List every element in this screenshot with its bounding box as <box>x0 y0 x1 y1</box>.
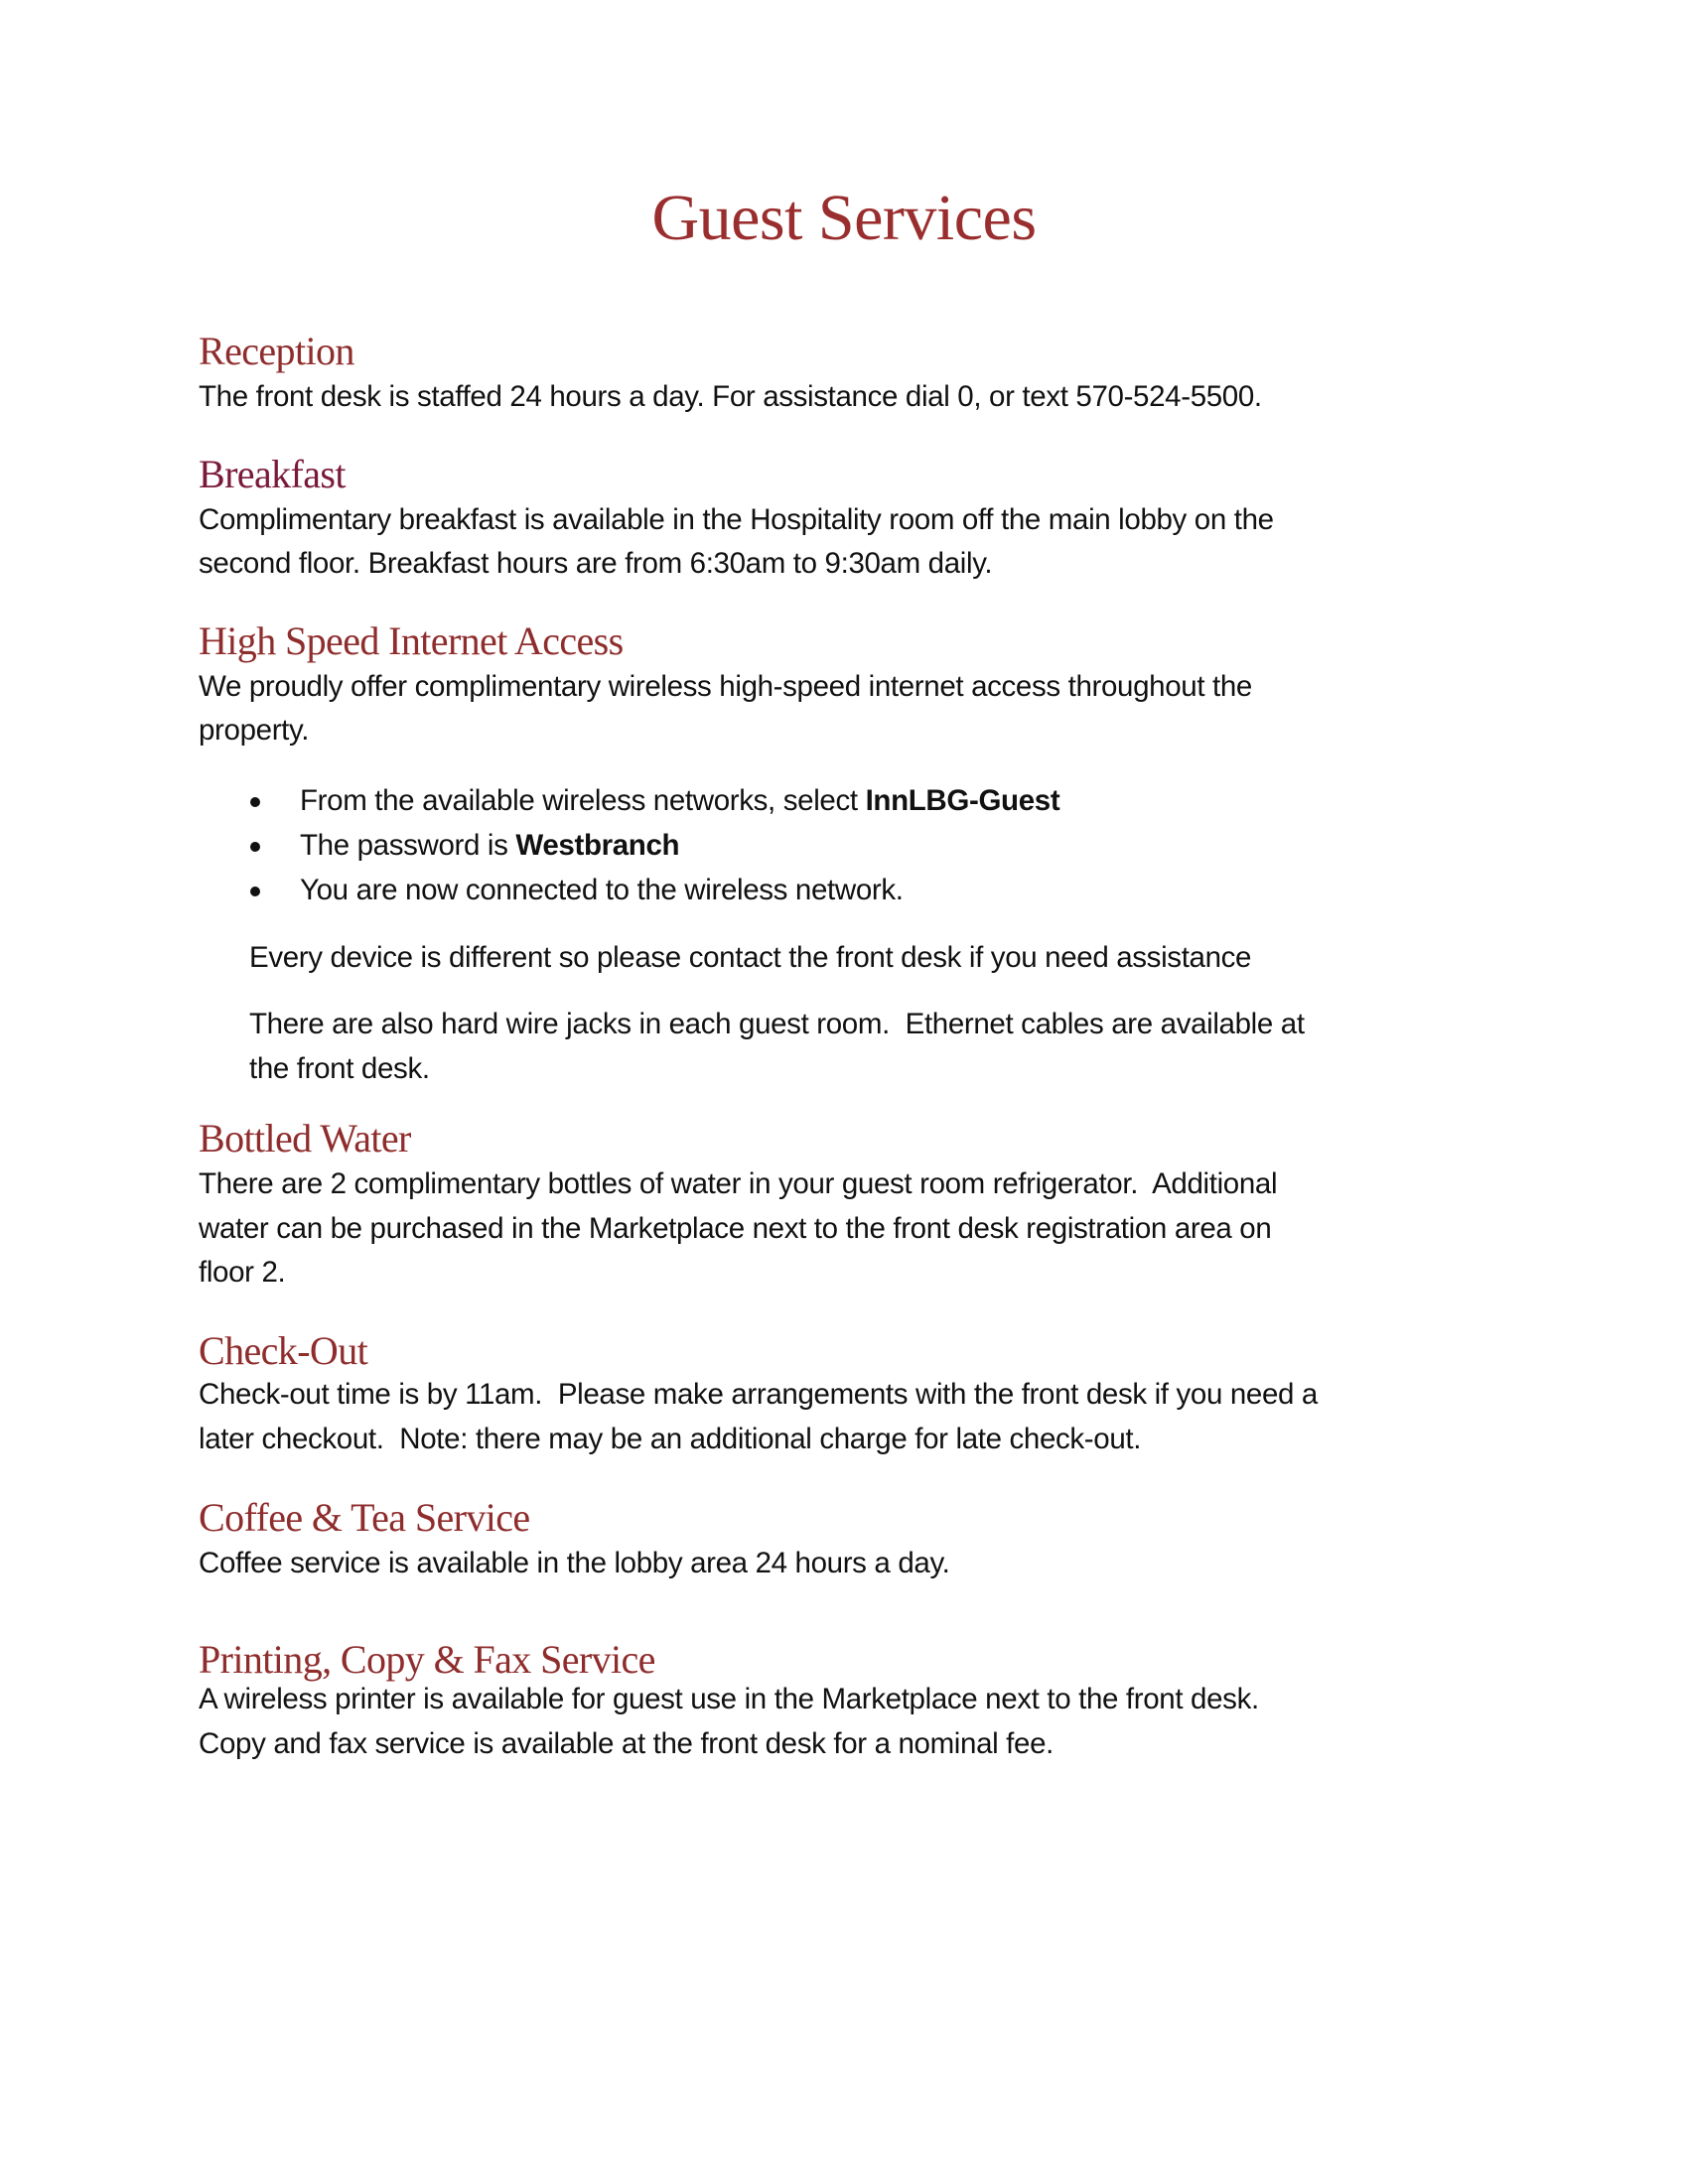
checkout-text-line-1: Check-out time is by 11am. Please make arrangements with the front desk if you need a <box>199 1378 1318 1411</box>
heading-water: Bottled Water <box>199 1116 411 1160</box>
page-title: Guest Services <box>651 182 1037 254</box>
internet-text-line-1: We proudly offer complimentary wireless high-speed internet access throughout the <box>199 670 1252 703</box>
reception-text: The front desk is staffed 24 hours a day. For assistance dial 0, or text 570-524-5500. <box>199 380 1262 413</box>
wifi-step-network <box>300 783 1059 819</box>
internet-note: Every device is different so please contact the front desk if you need assistance <box>249 941 1252 974</box>
heading-printing: Printing, Copy & Fax Service <box>199 1637 655 1682</box>
heading-breakfast: Breakfast <box>199 452 346 496</box>
wired-text-line-1: There are also hard wire jacks in each guest room. Ethernet cables are available at <box>249 1008 1305 1040</box>
heading-coffee: Coffee & Tea Service <box>199 1495 530 1540</box>
water-text-line-1: There are 2 complimentary bottles of water in your guest room refrigerator. Additional <box>199 1167 1278 1200</box>
heading-reception: Reception <box>199 329 354 373</box>
bullet-icon <box>250 842 260 852</box>
water-text-line-2: water can be purchased in the Marketplace next to the front desk registration area on <box>199 1212 1272 1245</box>
heading-internet: High Speed Internet Access <box>199 618 624 663</box>
wifi-step-connected <box>300 873 904 908</box>
coffee-text: Coffee service is available in the lobby area 24 hours a day. <box>199 1547 950 1579</box>
printing-text-line-1: A wireless printer is available for guest use in the Marketplace next to the front desk. <box>199 1683 1259 1715</box>
breakfast-text-line-2: second floor. Breakfast hours are from 6:30am to 9:30am daily. <box>199 547 993 580</box>
internet-text-line-2: property. <box>199 714 310 747</box>
wifi-step-password <box>300 828 679 864</box>
checkout-text-line-2: later checkout. Note: there may be an additional charge for late check-out. <box>199 1423 1142 1455</box>
wifi-password: Westbranch <box>515 829 680 862</box>
bullet-icon <box>250 797 260 807</box>
wifi-step-connected-text: You are now connected to the wireless network. <box>300 874 904 906</box>
wifi-step-password-text: The password is <box>300 829 516 862</box>
bullet-icon <box>250 887 260 896</box>
wifi-step-network-text: From the available wireless networks, select <box>300 784 866 817</box>
heading-checkout: Check-Out <box>199 1328 368 1373</box>
printing-text-line-2: Copy and fax service is available at the front desk for a nominal fee. <box>199 1727 1054 1760</box>
breakfast-text-line-1: Complimentary breakfast is available in the Hospitality room off the main lobby on the <box>199 503 1274 536</box>
water-text-line-3: floor 2. <box>199 1256 286 1289</box>
wifi-network-name: InnLBG-Guest <box>865 784 1060 817</box>
wired-text-line-2: the front desk. <box>249 1052 430 1085</box>
